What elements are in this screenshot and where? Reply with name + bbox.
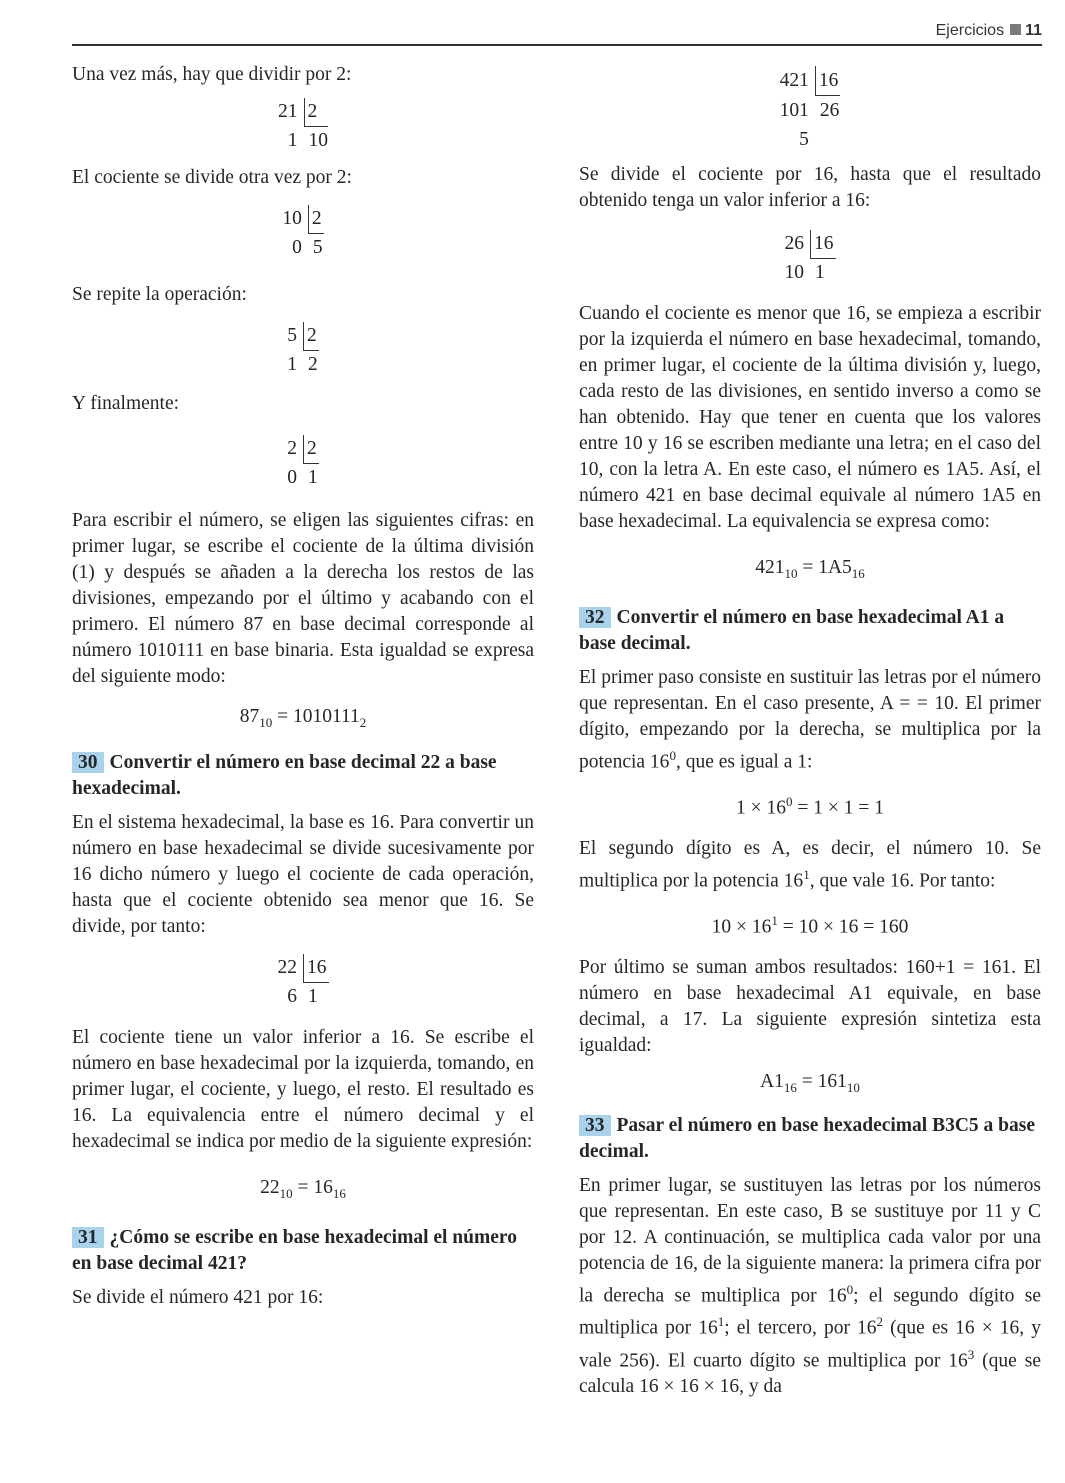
remainder: 0 — [292, 237, 302, 258]
page-number: 11 — [1025, 22, 1042, 39]
exercise-title: Convertir el número en base decimal 22 a base hexadecimal. — [72, 751, 497, 799]
division — [72, 954, 534, 1011]
quotient: 26 — [819, 100, 840, 121]
paragraph: Se divide el número 421 por 16: — [72, 1286, 324, 1308]
section-title: Ejercicios — [935, 22, 1005, 39]
paragraph: En el sistema hexadecimal, la base es 16. Para convertir un número en base hexadecimal se divide sucesivamente por 16 dicho número y luego el cociente de cada operación, hasta que el cociente obtenido sea menor que 16. Se divide, por tanto: — [72, 811, 534, 937]
text-run: , que vale 16. Por tanto: — [809, 870, 996, 892]
paragraph: Una vez más, hay que dividir por 2: — [72, 64, 352, 85]
exercise-title: Pasar el número en base hexadecimal B3C5 a base decimal. — [579, 1114, 1036, 1162]
eq-subscript: 10 — [846, 1079, 860, 1095]
exercise-title: ¿Cómo se escribe en base hexadecimal el número en base decimal 421? — [72, 1226, 517, 1274]
remainder: 0 — [287, 467, 297, 488]
eq-sign: = — [272, 706, 293, 727]
eq-term: A1 — [760, 1070, 784, 1092]
remainder: 1 — [287, 130, 298, 151]
eq-term: 1 × 16 — [736, 797, 786, 819]
division — [72, 98, 534, 155]
superscript: 1 — [717, 1314, 725, 1330]
divisor: 2 — [308, 205, 324, 234]
eq-subscript: 10 — [784, 565, 798, 581]
dividend: 2 — [287, 438, 297, 459]
text-run: (que se calcula 16 × 16 × 16, y da — [579, 1350, 1041, 1398]
equation — [579, 789, 1041, 822]
paragraph — [579, 1173, 1041, 1401]
quotient: 2 — [308, 354, 318, 375]
eq-sign: = — [796, 1070, 818, 1092]
remainder: 6 — [287, 985, 297, 1007]
paragraph: Se divide el cociente por 16, hasta que el resultado obtenido tenga un valor inferior a 16: — [579, 164, 1041, 211]
exercise-title: Convertir el número en base hexadecimal A1 a base decimal. — [579, 606, 1005, 654]
eq-term: 22 — [260, 1176, 280, 1198]
superscript: 2 — [876, 1314, 884, 1330]
eq-sign: = — [292, 1176, 314, 1198]
right-column — [579, 66, 1041, 1400]
equation — [72, 1175, 534, 1207]
eq-term: = 10 × 16 = 160 — [777, 916, 909, 938]
eq-term: 421 — [755, 557, 785, 578]
eq-subscript: 10 — [279, 1185, 293, 1201]
quotient: 5 — [312, 237, 323, 258]
dividend: 5 — [287, 325, 297, 346]
division — [72, 205, 534, 262]
divisor: 16 — [810, 230, 836, 259]
divisor: 2 — [304, 98, 329, 127]
superscript: 0 — [669, 747, 676, 763]
paragraph: Cuando el cociente es menor que 16, se empieza a escribir por la izquierda el número en base hexadecimal, tomando, en primer lugar, el cociente de la última división y, luego, cada resto de las divisiones, en sentido inverso a como se han obtenido. Hay que tener en cuenta que los valores entre 10 y 16 se escriben mediante una letra; en el caso del 10, con la letra A. En este caso, el número es 1A5. Así, el número 421 en base decimal equivale al número 1A5 en base hexadecimal. La equivalencia se expresa como: — [579, 303, 1041, 532]
division — [579, 230, 1041, 287]
quotient: 10 — [308, 130, 328, 151]
paragraph: El cociente tiene un valor inferior a 16. Se escribe el número en base hexadecimal por la izquierda, tomando, en primer lugar, el cociente, y luego, el resto. El resultado es 16. La equivalencia entre el número decimal y el hexadecimal se indica por medio de la siguiente expresión: — [72, 1026, 534, 1152]
remainder-partial: 101 — [779, 100, 809, 121]
division — [72, 322, 534, 379]
division — [579, 66, 1041, 154]
text-run: ; el tercero, por 16 — [724, 1317, 877, 1339]
dividend: 21 — [278, 101, 298, 122]
remainder: 5 — [799, 129, 809, 150]
equation — [579, 1069, 1041, 1101]
exercise-number: 33 — [579, 1115, 611, 1136]
page-header — [72, 20, 1042, 46]
left-column — [72, 62, 534, 1311]
text-run: El segundo dígito es A, es decir, el número 10. Se multiplica por la potencia 16 — [579, 837, 1041, 892]
superscript: 0 — [846, 1281, 854, 1297]
exercise-heading — [579, 605, 1041, 657]
exercise-number: 30 — [72, 752, 104, 773]
dividend: 22 — [277, 956, 297, 978]
text-run: ; el segundo dígito se multiplica por 16 — [579, 1285, 1041, 1339]
remainder: 1 — [287, 354, 297, 375]
superscript: 1 — [803, 866, 810, 882]
paragraph: El cociente se divide otra vez por 2: — [72, 167, 352, 188]
divisor: 2 — [303, 322, 319, 351]
eq-subscript: 16 — [783, 1079, 797, 1095]
paragraph: Para escribir el número, se eligen las siguientes cifras: en primer lugar, se escribe el cociente de la última división (1) y después se añaden a la derecha los restos de las divisiones, empezando por el último y acabando con el primero. El número 87 en base decimal corresponde al número 1010111 en base binaria. Esta igualdad se expresa del siguiente modo: — [72, 510, 534, 687]
eq-subscript: 16 — [332, 1185, 346, 1201]
eq-term: 161 — [817, 1070, 847, 1092]
quotient: 1 — [815, 262, 825, 283]
running-head — [936, 22, 1042, 40]
paragraph — [579, 836, 1041, 895]
eq-term: 10 × 16 — [711, 916, 772, 938]
eq-subscript: 16 — [851, 565, 865, 581]
quotient: 1 — [308, 985, 318, 1007]
paragraph: Se repite la operación: — [72, 284, 247, 305]
dividend: 26 — [784, 233, 804, 254]
text-run: (que es 16 × 16, y vale 256). El cuarto dígito se multiplica por 16 — [579, 1317, 1041, 1372]
text-run: , que es igual a 1: — [675, 751, 813, 773]
paragraph: Por último se suman ambos resultados: 160+1 = 161. El número en base hexadecimal A1 equivale, en base decimal, a 17. La siguiente expresión sintetiza esta igualdad: — [579, 956, 1041, 1056]
divisor: 16 — [303, 954, 329, 983]
quotient: 1 — [308, 467, 318, 488]
superscript: 3 — [967, 1346, 975, 1362]
divisor: 2 — [303, 435, 319, 464]
exercise-number: 32 — [579, 607, 611, 628]
eq-subscript: 2 — [359, 714, 367, 730]
text-run: En primer lugar, se sustituyen las letras por los números que representan. En este caso, B se sustituye por 11 y C por 12. A continuación, se multiplica cada valor por una potencia de 16, de la siguiente manera: la primera cifra por la derecha se multiplica por 16 — [579, 1174, 1041, 1307]
exercise-heading — [579, 1113, 1041, 1165]
dividend: 10 — [282, 208, 302, 229]
eq-term: 1A5 — [818, 557, 852, 578]
square-bullet-icon — [1010, 24, 1021, 35]
eq-subscript: 10 — [259, 714, 273, 730]
paragraph: Y finalmente: — [72, 393, 180, 414]
remainder: 10 — [784, 262, 804, 283]
eq-term: 1010111 — [292, 706, 360, 727]
exercise-number: 31 — [72, 1227, 104, 1248]
paragraph — [579, 665, 1041, 776]
dividend: 421 — [779, 70, 809, 91]
eq-superscript: 1 — [771, 913, 778, 929]
eq-sign: = — [797, 557, 819, 578]
equation — [579, 908, 1041, 941]
exercise-heading — [72, 750, 534, 802]
equation — [579, 555, 1041, 587]
eq-term: 16 — [313, 1176, 333, 1198]
text-run: El primer paso consiste en sustituir las letras por el número que representan. En el caso presente, A = = 10. El primer dígito, empezando por la derecha, se multiplica por la potencia 16 — [579, 666, 1041, 773]
division — [72, 435, 534, 492]
exercise-heading — [72, 1225, 534, 1277]
eq-superscript: 0 — [786, 794, 793, 810]
eq-term: 87 — [239, 706, 260, 727]
divisor: 16 — [815, 66, 841, 96]
equation — [72, 704, 534, 736]
eq-term: = 1 × 1 = 1 — [792, 797, 884, 819]
